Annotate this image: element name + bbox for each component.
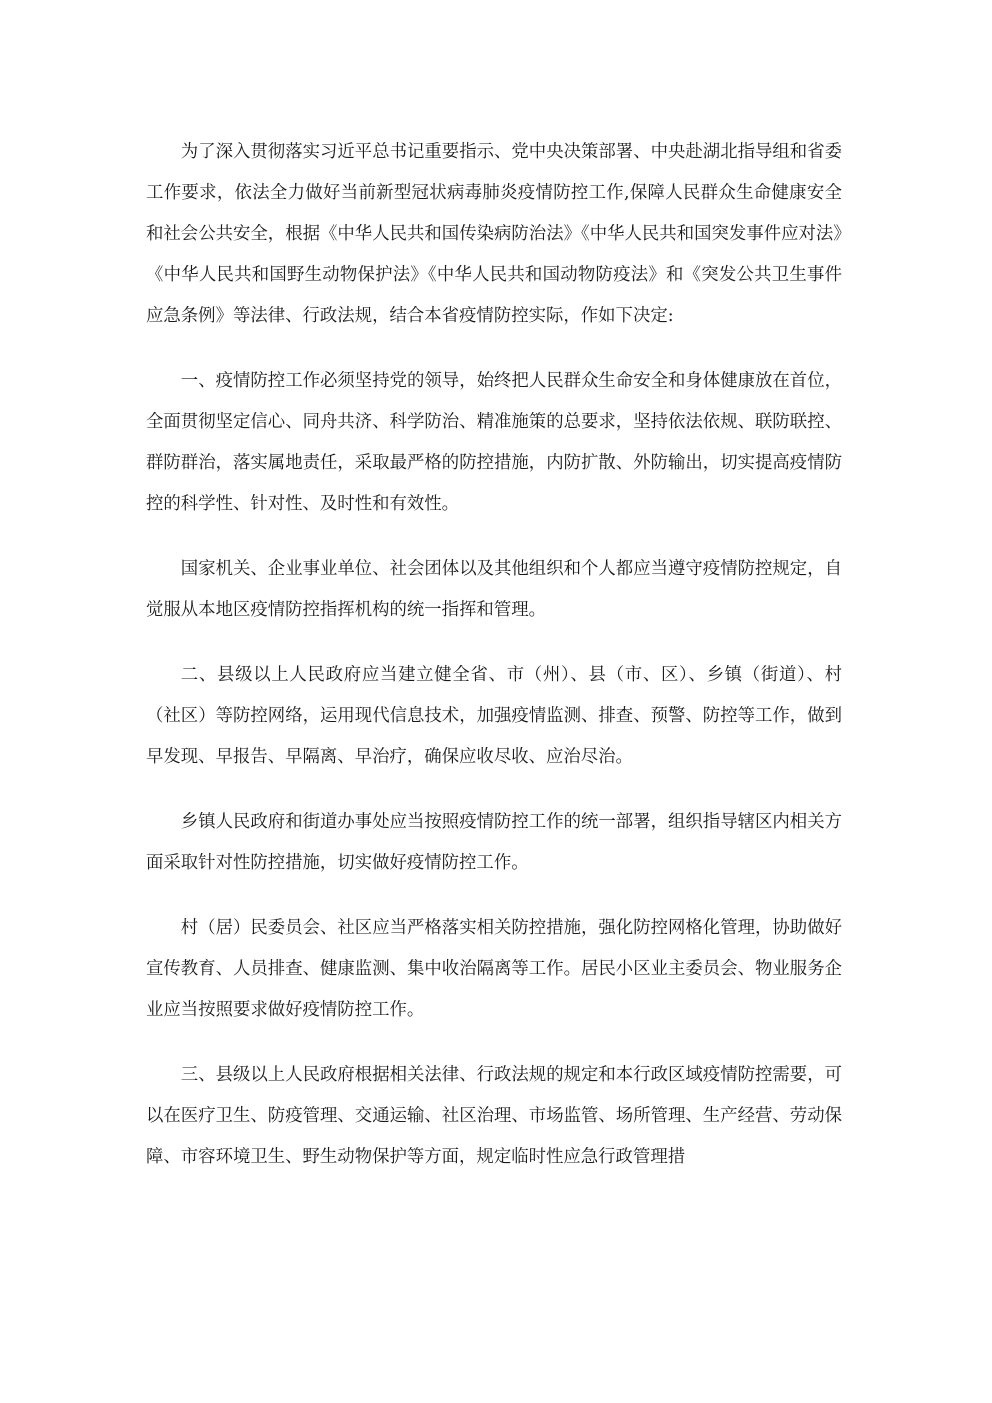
paragraph-article-1: 一、疫情防控工作必须坚持党的领导，始终把人民群众生命安全和身体健康放在首位，全面贯彻坚定信心、同舟共济、科学防治、精准施策的总要求，坚持依法依规、联防联控、群防群治，落实属地责任，采取最严格的防控措施，内防扩散、外防输出，切实提高疫情防控的科学性、针对性、及时性和有效性。 [146,371,842,514]
paragraph-preamble: 为了深入贯彻落实习近平总书记重要指示、党中央决策部署、中央赴湖北指导组和省委工作要求，依法全力做好当前新型冠状病毒肺炎疫情防控工作,保障人民群众生命健康安全和社会公共安全，根据《中华人民共和国传染病防治法》《中华人民共和国突发事件应对法》《中华人民共和国野生动物保护法》《中华人民共和国动物防疫法》和《突发公共卫生事件应急条例》等法律、行政法规，结合本省疫情防控实际，作如下决定: [146,142,842,326]
paragraph-article-1-clause-2: 国家机关、企业事业单位、社会团体以及其他组织和个人都应当遵守疫情防控规定，自觉服从本地区疫情防控指挥机构的统一指挥和管理。 [146,559,842,620]
document-body [146,132,842,1178]
paragraph-article-2: 二、县级以上人民政府应当建立健全省、市（州）、县（市、区）、乡镇（街道）、村（社区）等防控网络，运用现代信息技术，加强疫情监测、排查、预警、防控等工作，做到早发现、早报告、早隔离、早治疗，确保应收尽收、应治尽治。 [146,665,842,767]
paragraph-article-2-clause-3: 村（居）民委员会、社区应当严格落实相关防控措施，强化防控网格化管理，协助做好宣传教育、人员排查、健康监测、集中收治隔离等工作。居民小区业主委员会、物业服务企业应当按照要求做好疫情防控工作。 [146,918,842,1020]
paragraph-article-3: 三、县级以上人民政府根据相关法律、行政法规的规定和本行政区域疫情防控需要，可以在医疗卫生、防疫管理、交通运输、社区治理、市场监管、场所管理、生产经营、劳动保障、市容环境卫生、野生动物保护等方面，规定临时性应急行政管理措 [146,1065,842,1167]
paragraph-article-2-clause-2: 乡镇人民政府和街道办事处应当按照疫情防控工作的统一部署，组织指导辖区内相关方面采取针对性防控措施，切实做好疫情防控工作。 [146,812,842,873]
